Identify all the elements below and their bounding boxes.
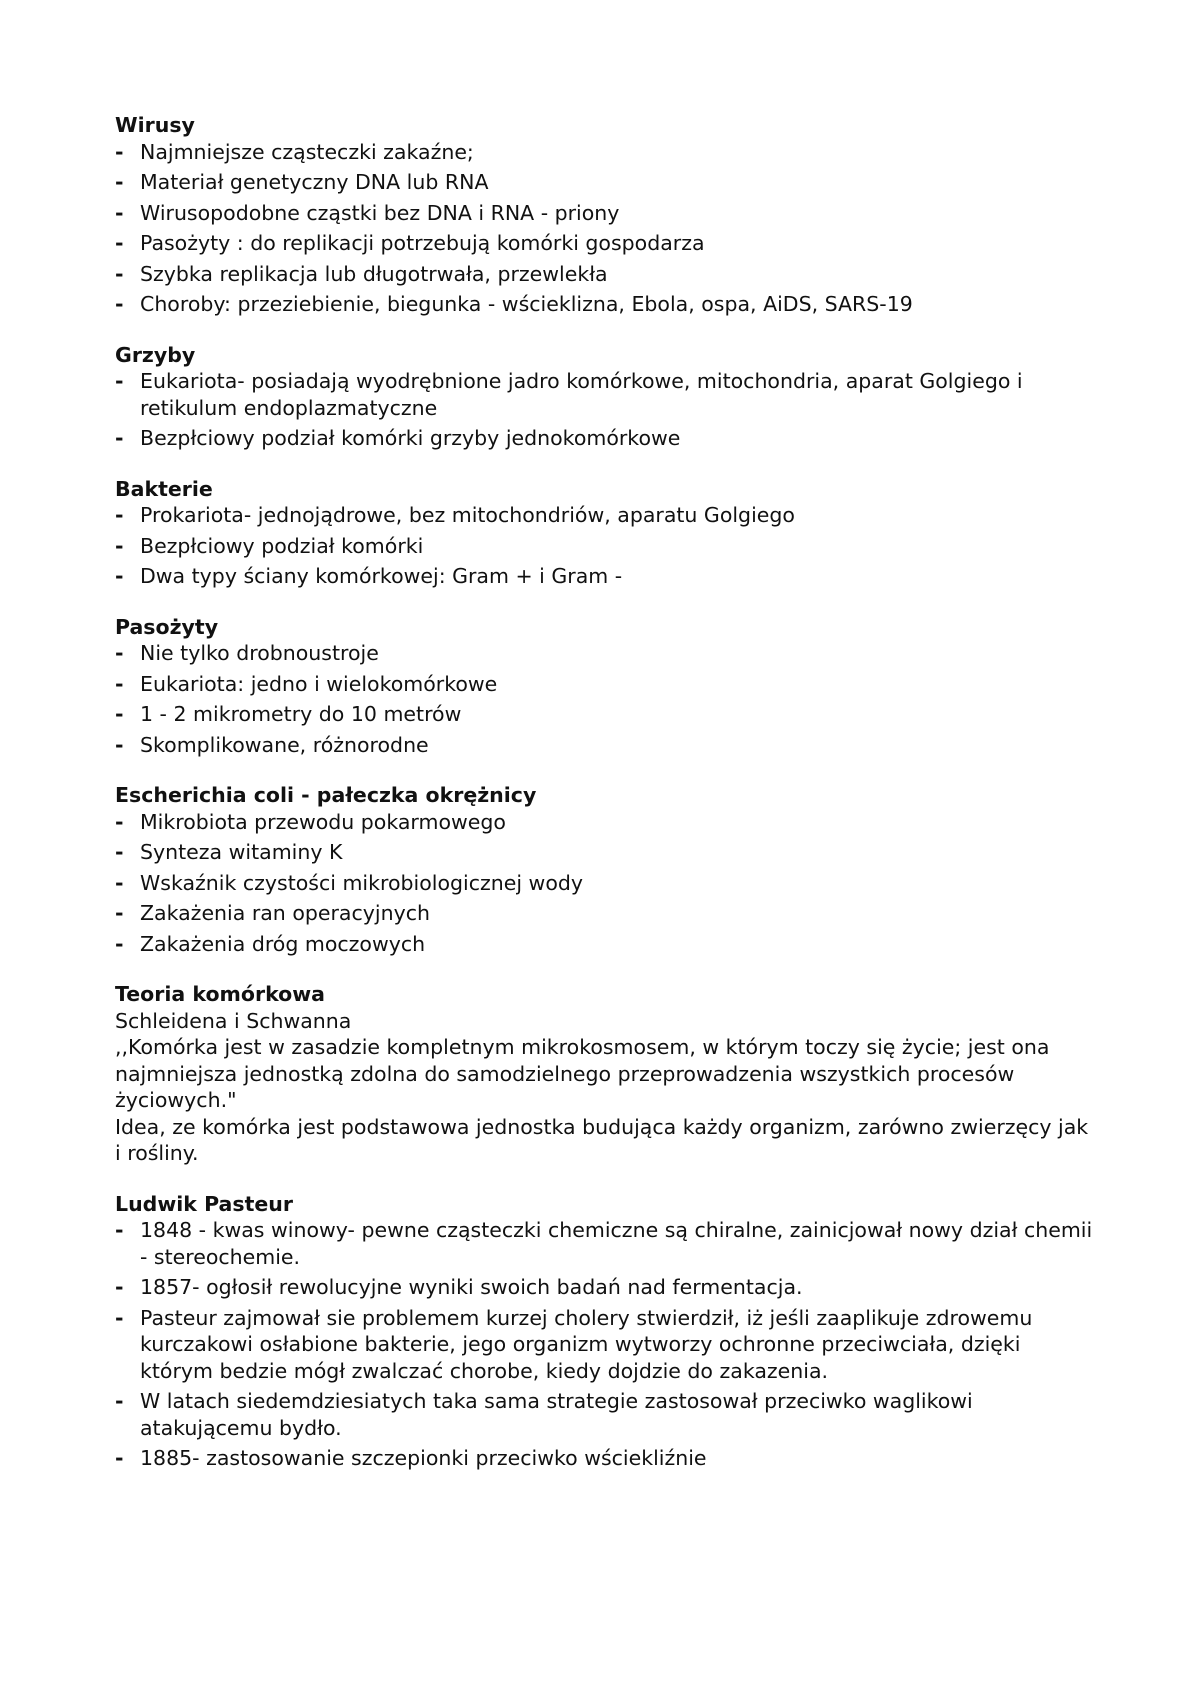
list-item xyxy=(115,1274,1095,1301)
list-item xyxy=(115,169,1095,196)
list-item-text: Wskaźnik czystości mikrobiologicznej wody xyxy=(140,870,584,895)
bullet-dash: - xyxy=(115,139,124,164)
bullet-dash: - xyxy=(115,292,124,316)
bullet-dash: - xyxy=(115,1446,124,1470)
list-item-text: 1848 - kwas winowy- pewne cząsteczki chemiczne są chiralne, zainicjował nowy dział chemii - stereochemie. xyxy=(140,1218,1093,1269)
bullet-list xyxy=(115,1217,1095,1472)
section-heading: Teoria komórkowa xyxy=(115,982,326,1006)
list-item xyxy=(115,291,1095,318)
list-item xyxy=(115,230,1095,257)
bullet-dash: - xyxy=(115,369,124,393)
bullet-dash: - xyxy=(115,870,124,895)
list-item-text: Nie tylko drobnoustroje xyxy=(140,641,379,665)
list-item-text: Najmniejsze cząsteczki zakaźne; xyxy=(140,139,474,164)
document-page xyxy=(115,112,1095,1496)
section-heading: Bakterie xyxy=(115,476,213,501)
list-item xyxy=(115,870,1095,897)
bullet-dash: - xyxy=(115,231,124,255)
bullet-dash: - xyxy=(115,533,124,558)
list-item xyxy=(115,533,1095,560)
bullet-list xyxy=(115,640,1095,758)
list-item xyxy=(115,1445,1095,1472)
list-item-text: Wirusopodobne cząstki bez DNA i RNA - priony xyxy=(140,200,620,225)
list-item-text: 1885- zastosowanie szczepionki przeciwko wściekliźnie xyxy=(140,1446,707,1470)
bullet-dash: - xyxy=(115,840,124,864)
list-item xyxy=(115,261,1095,288)
list-item xyxy=(115,640,1095,667)
list-item xyxy=(115,732,1095,759)
bullet-dash: - xyxy=(115,1218,124,1242)
quote-line: najmniejsza jednostką zdolna do samodzielnego przeprowadzenia wszystkich procesów xyxy=(115,1061,1015,1086)
list-item-text: Zakażenia dróg moczowych xyxy=(140,931,426,956)
list-item xyxy=(115,931,1095,958)
list-item-text: 1857- ogłosił rewolucyjne wyniki swoich badań nad fermentacja. xyxy=(140,1275,803,1299)
list-item-text: Skomplikowane, różnorodne xyxy=(140,732,429,757)
list-item xyxy=(115,900,1095,927)
list-item xyxy=(115,200,1095,227)
list-item-text: Materiał genetyczny DNA lub RNA xyxy=(140,170,489,194)
quote-line: ,,Komórka jest w zasadzie kompletnym mikrokosmosem, w którym toczy się życie; jest ona xyxy=(115,1035,1050,1059)
section-escherichia-coli xyxy=(115,782,1095,957)
list-item xyxy=(115,839,1095,866)
list-item-text: Synteza witaminy K xyxy=(140,840,343,864)
list-item xyxy=(115,502,1095,529)
list-item xyxy=(115,563,1095,590)
bullet-dash: - xyxy=(115,732,124,757)
section-heading: Grzyby xyxy=(115,342,196,367)
list-item-text: Prokariota- jednojądrowe, bez mitochondriów, aparatu Golgiego xyxy=(140,503,795,527)
bullet-dash: - xyxy=(115,261,124,286)
bullet-list xyxy=(115,502,1095,590)
bullet-dash: - xyxy=(115,901,124,925)
paragraph-line: Schleidena i Schwanna xyxy=(115,1008,352,1033)
list-item xyxy=(115,368,1095,421)
bullet-dash: - xyxy=(115,1305,124,1330)
list-item-text: Pasożyty : do replikacji potrzebują komórki gospodarza xyxy=(140,231,705,255)
section-grzyby xyxy=(115,342,1095,452)
list-item xyxy=(115,1305,1095,1385)
list-item xyxy=(115,425,1095,452)
bullet-dash: - xyxy=(115,641,124,665)
list-item xyxy=(115,1217,1095,1270)
list-item-text: Eukariota- posiadają wyodrębnione jadro komórkowe, mitochondria, aparat Golgiego i retikulum endoplazmatyczne xyxy=(140,369,1023,420)
list-item-text: Eukariota: jedno i wielokomórkowe xyxy=(140,671,498,696)
list-item-text: Szybka replikacja lub długotrwała, przewlekła xyxy=(140,261,608,286)
list-item-text: Mikrobiota przewodu pokarmowego xyxy=(140,809,506,834)
bullet-list xyxy=(115,368,1095,452)
bullet-list xyxy=(115,809,1095,958)
bullet-dash: - xyxy=(115,170,124,194)
section-heading: Ludwik Pasteur xyxy=(115,1191,293,1216)
section-heading: Pasożyty xyxy=(115,614,219,639)
list-item xyxy=(115,701,1095,728)
section-wirusy xyxy=(115,112,1095,318)
list-item xyxy=(115,809,1095,836)
paragraph-line: Idea, ze komórka jest podstawowa jednostka budująca każdy organizm, zarówno zwierzęcy jak i rośliny. xyxy=(115,1114,1089,1165)
section-heading: Escherichia coli - pałeczka okrężnicy xyxy=(115,783,537,807)
list-item-text: Pasteur zajmował sie problemem kurzej cholery stwierdził, iż jeśli zaaplikuje zdrowemu kurczakowi osłabione bakterie, jego organizm wytworzy ochronne przeciwciała, dzięki którym bedzie mógł zwalczać chorobe, kiedy dojdzie do zakazenia. xyxy=(140,1305,1033,1383)
bullet-dash: - xyxy=(115,1275,124,1299)
bullet-dash: - xyxy=(115,931,124,956)
list-item xyxy=(115,139,1095,166)
bullet-dash: - xyxy=(115,564,124,588)
bullet-dash: - xyxy=(115,671,124,696)
section-pasozyty xyxy=(115,614,1095,759)
bullet-dash: - xyxy=(115,702,124,726)
list-item xyxy=(115,1388,1095,1441)
list-item xyxy=(115,671,1095,698)
bullet-dash: - xyxy=(115,426,124,450)
section-bakterie xyxy=(115,476,1095,590)
list-item-text: 1 - 2 mikrometry do 10 metrów xyxy=(140,702,462,726)
section-teoria-komorkowa xyxy=(115,981,1095,1167)
bullet-dash: - xyxy=(115,503,124,527)
list-item-text: W latach siedemdziesiatych taka sama strategie zastosował przeciwko waglikowi atakującemu bydło. xyxy=(140,1389,973,1440)
bullet-dash: - xyxy=(115,200,124,225)
section-ludwik-pasteur xyxy=(115,1191,1095,1472)
bullet-list xyxy=(115,139,1095,318)
quote-line: życiowych." xyxy=(115,1088,237,1112)
bullet-dash: - xyxy=(115,1389,124,1413)
bullet-dash: - xyxy=(115,809,124,834)
list-item-text: Bezpłciowy podział komórki xyxy=(140,533,424,558)
list-item-text: Bezpłciowy podział komórki grzyby jednokomórkowe xyxy=(140,426,681,450)
list-item-text: Dwa typy ściany komórkowej: Gram + i Gram - xyxy=(140,564,623,588)
section-heading: Wirusy xyxy=(115,113,195,137)
list-item-text: Choroby: przeziebienie, biegunka - wścieklizna, Ebola, ospa, AiDS, SARS-19 xyxy=(140,292,913,316)
list-item-text: Zakażenia ran operacyjnych xyxy=(140,901,430,925)
